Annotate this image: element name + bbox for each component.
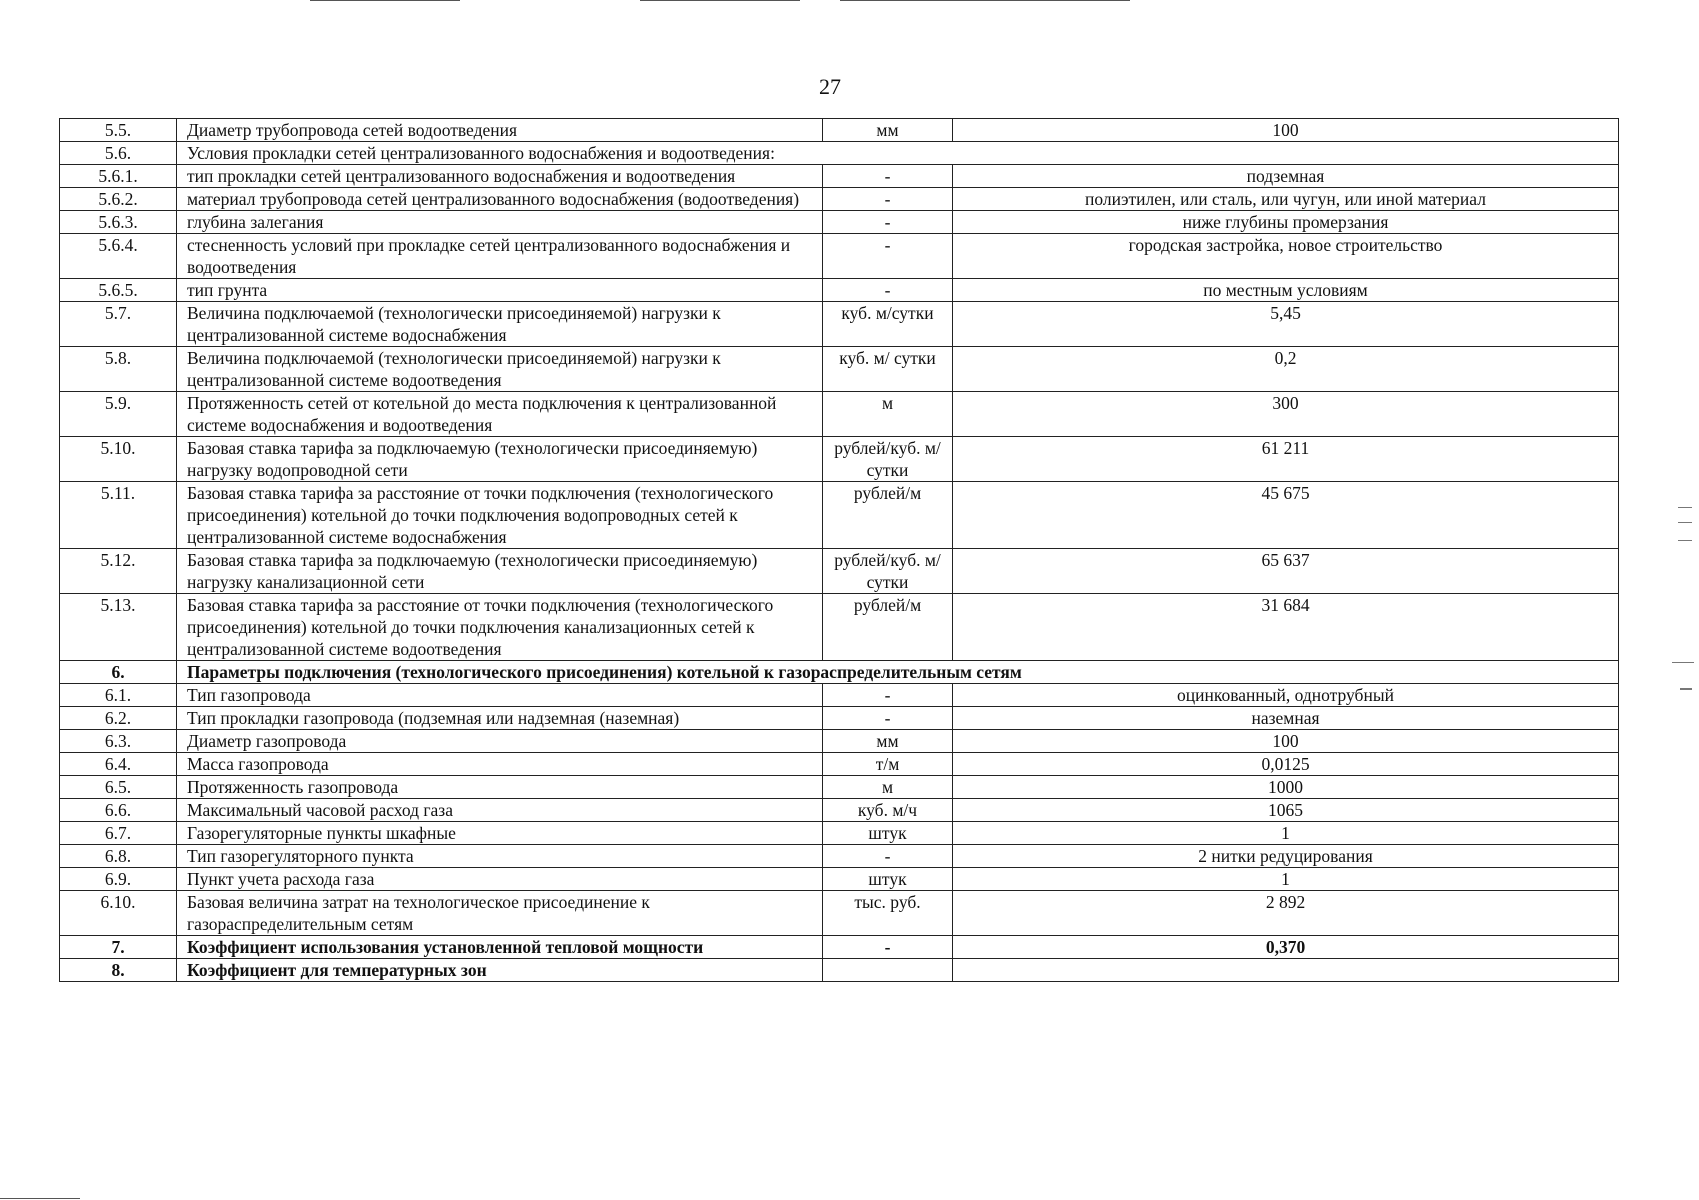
unit-cell: - [823,684,953,707]
parameter-name-cell: материал трубопровода сетей централизованного водоснабжения (водоотведения) [177,188,823,211]
row-number-cell: 6.4. [60,753,177,776]
parameter-name-cell: Протяженность сетей от котельной до места подключения к централизованной системе водоснабжения и водоотведения [177,392,823,437]
value-cell: 0,0125 [953,753,1619,776]
row-number-cell: 5.6.3. [60,211,177,234]
unit-cell: - [823,936,953,959]
table-body [60,119,1619,982]
parameter-name-cell: Базовая ставка тарифа за подключаемую (технологически присоединяемую) нагрузку канализационной сети [177,549,823,594]
value-cell: по местным условиям [953,279,1619,302]
row-number-cell: 5.13. [60,594,177,661]
value-cell: 1 [953,868,1619,891]
value-cell: 61 211 [953,437,1619,482]
row-number-cell: 6.8. [60,845,177,868]
unit-cell: рублей/куб. м/сутки [823,549,953,594]
table-row [60,437,1619,482]
parameter-name-cell: Базовая ставка тарифа за расстояние от точки подключения (технологического присоединения) котельной до точки подключения канализационных сетей к централизованной системе водоотведения [177,594,823,661]
row-number-cell: 5.9. [60,392,177,437]
page-number: 27 [819,74,841,99]
section-heading-cell: Условия прокладки сетей централизованного водоснабжения и водоотведения: [177,142,1619,165]
parameter-name-cell: Базовая величина затрат на технологическое присоединение к газораспределительным сетям [177,891,823,936]
parameter-name-cell: Коэффициент использования установленной тепловой мощности [177,936,823,959]
value-cell: 100 [953,730,1619,753]
scan-artifact-bottom-line [0,1198,80,1199]
unit-cell: рублей/куб. м/сутки [823,437,953,482]
parameter-name-cell: Диаметр газопровода [177,730,823,753]
unit-cell: рублей/м [823,482,953,549]
row-number-cell: 6. [60,661,177,684]
value-cell [953,959,1619,982]
unit-cell [823,959,953,982]
parameter-name-cell: Коэффициент для температурных зон [177,959,823,982]
parameter-name-cell: Базовая ставка тарифа за подключаемую (технологически присоединяемую) нагрузку водопроводной сети [177,437,823,482]
scan-artifact-margin-mark [1678,540,1692,541]
unit-cell: тыс. руб. [823,891,953,936]
parameter-name-cell: Максимальный часовой расход газа [177,799,823,822]
unit-cell: - [823,845,953,868]
parameter-name-cell: Тип газорегуляторного пункта [177,845,823,868]
parameters-table [59,118,1619,982]
scan-artifact-margin-mark [1680,688,1692,690]
row-number-cell: 6.3. [60,730,177,753]
value-cell: 65 637 [953,549,1619,594]
unit-cell: мм [823,119,953,142]
scan-artifact-margin-mark [1672,662,1694,663]
table-row [60,165,1619,188]
value-cell: наземная [953,707,1619,730]
value-cell: полиэтилен, или сталь, или чугун, или иной материал [953,188,1619,211]
table-row [60,347,1619,392]
table-row [60,549,1619,594]
unit-cell: - [823,707,953,730]
unit-cell: куб. м/ сутки [823,347,953,392]
table-row [60,730,1619,753]
value-cell: 300 [953,392,1619,437]
parameter-name-cell: Тип газопровода [177,684,823,707]
table-row [60,845,1619,868]
table-row [60,302,1619,347]
value-cell: городская застройка, новое строительство [953,234,1619,279]
value-cell: 100 [953,119,1619,142]
parameter-name-cell: Величина подключаемой (технологически присоединяемой) нагрузки к централизованной системе водоснабжения [177,302,823,347]
unit-cell: штук [823,868,953,891]
table-row [60,684,1619,707]
table-row [60,392,1619,437]
value-cell: оцинкованный, однотрубный [953,684,1619,707]
unit-cell: - [823,211,953,234]
table-row [60,753,1619,776]
unit-cell: рублей/м [823,594,953,661]
row-number-cell: 5.11. [60,482,177,549]
row-number-cell: 5.5. [60,119,177,142]
parameter-name-cell: Газорегуляторные пункты шкафные [177,822,823,845]
parameter-name-cell: Пункт учета расхода газа [177,868,823,891]
unit-cell: мм [823,730,953,753]
row-number-cell: 5.8. [60,347,177,392]
scan-artifact-top-line [640,0,800,1]
unit-cell: куб. м/ч [823,799,953,822]
row-number-cell: 7. [60,936,177,959]
parameter-name-cell: Протяженность газопровода [177,776,823,799]
table-row [60,661,1619,684]
table-row [60,959,1619,982]
unit-cell: - [823,188,953,211]
scan-artifact-top-line [310,0,460,1]
table-row [60,868,1619,891]
table-row [60,822,1619,845]
unit-cell: - [823,165,953,188]
table-row [60,234,1619,279]
row-number-cell: 5.12. [60,549,177,594]
parameter-name-cell: Базовая ставка тарифа за расстояние от точки подключения (технологического присоединения) котельной до точки подключения водопроводных сетей к централизованной системе водоснабжения [177,482,823,549]
section-heading-cell: Параметры подключения (технологического присоединения) котельной к газораспределительным сетям [177,661,1619,684]
row-number-cell: 6.9. [60,868,177,891]
row-number-cell: 6.5. [60,776,177,799]
value-cell: ниже глубины промерзания [953,211,1619,234]
row-number-cell: 5.10. [60,437,177,482]
row-number-cell: 5.6.1. [60,165,177,188]
value-cell: 1000 [953,776,1619,799]
value-cell: 0,2 [953,347,1619,392]
row-number-cell: 5.6. [60,142,177,165]
table-row [60,188,1619,211]
parameter-name-cell: стесненность условий при прокладке сетей централизованного водоснабжения и водоотведения [177,234,823,279]
row-number-cell: 5.6.5. [60,279,177,302]
unit-cell: - [823,234,953,279]
unit-cell: т/м [823,753,953,776]
scan-artifact-margin-mark [1678,507,1692,508]
row-number-cell: 5.6.2. [60,188,177,211]
parameter-name-cell: тип прокладки сетей централизованного водоснабжения и водоотведения [177,165,823,188]
parameter-name-cell: Диаметр трубопровода сетей водоотведения [177,119,823,142]
parameter-name-cell: тип грунта [177,279,823,302]
table-row [60,936,1619,959]
table-row [60,799,1619,822]
table-row [60,211,1619,234]
table-row [60,279,1619,302]
row-number-cell: 8. [60,959,177,982]
unit-cell: - [823,279,953,302]
value-cell: 31 684 [953,594,1619,661]
unit-cell: штук [823,822,953,845]
scan-artifact-top-line [840,0,1130,1]
row-number-cell: 5.7. [60,302,177,347]
row-number-cell: 6.7. [60,822,177,845]
table-row [60,594,1619,661]
parameter-name-cell: Масса газопровода [177,753,823,776]
value-cell: 5,45 [953,302,1619,347]
value-cell: 1065 [953,799,1619,822]
table-row [60,776,1619,799]
table-row [60,482,1619,549]
value-cell: 0,370 [953,936,1619,959]
table-row [60,891,1619,936]
value-cell: 1 [953,822,1619,845]
parameter-name-cell: Величина подключаемой (технологически присоединяемой) нагрузки к централизованной системе водоотведения [177,347,823,392]
row-number-cell: 6.6. [60,799,177,822]
scan-artifact-margin-mark [1678,522,1692,523]
table-row [60,142,1619,165]
value-cell: подземная [953,165,1619,188]
unit-cell: м [823,776,953,799]
parameter-name-cell: глубина залегания [177,211,823,234]
parameter-name-cell: Тип прокладки газопровода (подземная или надземная (наземная) [177,707,823,730]
table-row [60,707,1619,730]
table-row [60,119,1619,142]
unit-cell: м [823,392,953,437]
row-number-cell: 5.6.4. [60,234,177,279]
row-number-cell: 6.1. [60,684,177,707]
row-number-cell: 6.2. [60,707,177,730]
value-cell: 45 675 [953,482,1619,549]
row-number-cell: 6.10. [60,891,177,936]
value-cell: 2 нитки редуцирования [953,845,1619,868]
value-cell: 2 892 [953,891,1619,936]
unit-cell: куб. м/сутки [823,302,953,347]
